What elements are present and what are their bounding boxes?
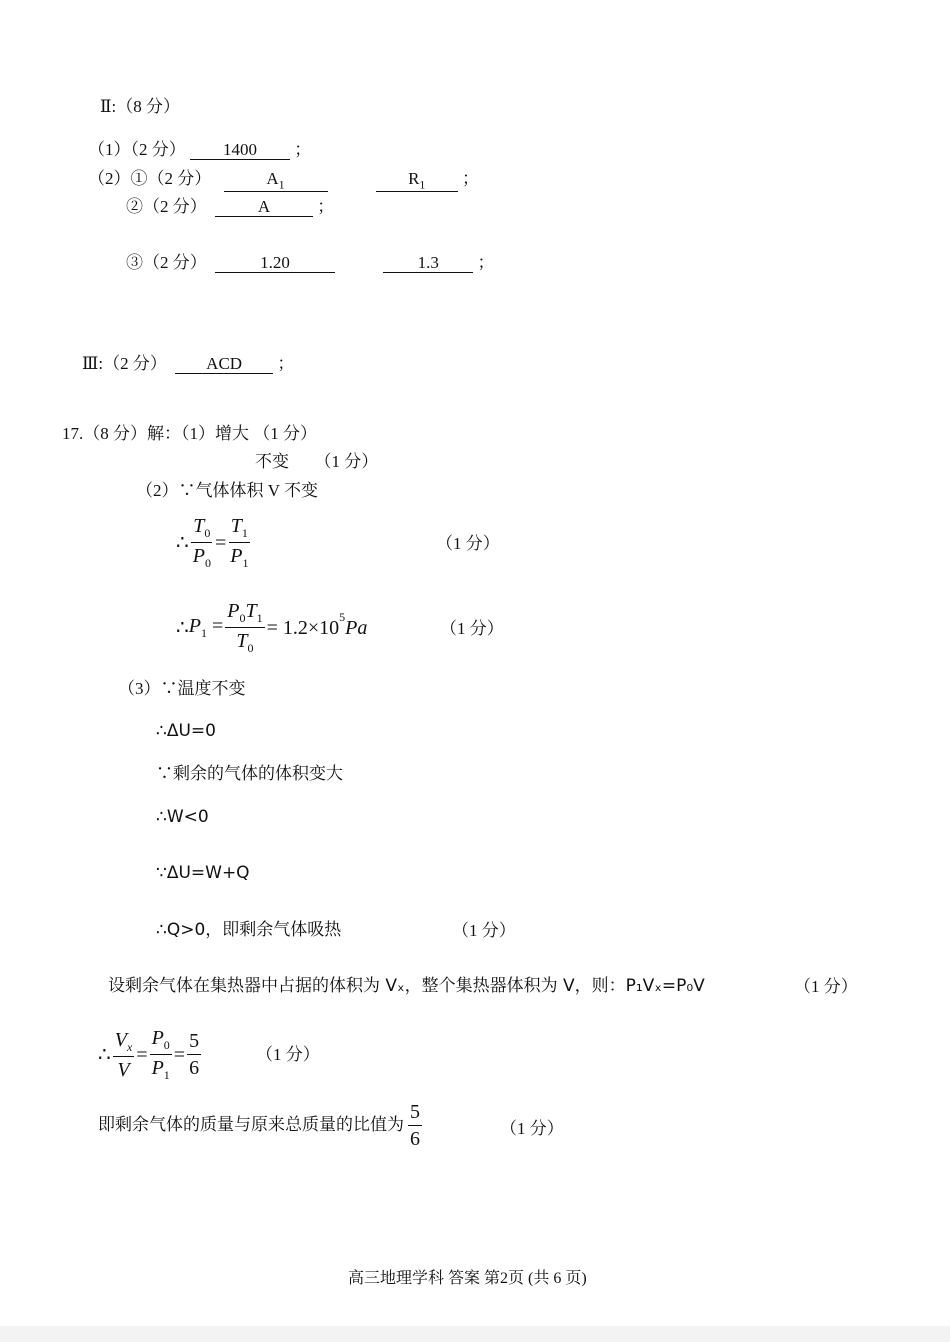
- final-text: 即剩余气体的质量与原来总质量的比值为: [98, 1115, 404, 1135]
- final-fraction: $\frac{5}{6}$: [410, 1101, 420, 1150]
- q1-label: （1）（2 分）: [88, 140, 186, 159]
- step-volume-relation-score: （1 分）: [794, 977, 858, 996]
- q2-3-end: ；: [477, 253, 495, 272]
- q2-2-label: ②（2 分）: [126, 197, 207, 216]
- part3-end: ；: [277, 354, 295, 373]
- eq1-right-fraction: $\frac{T_1}{P_1}$: [230, 515, 249, 570]
- q1-end: ；: [294, 140, 312, 159]
- q1-answer: 1400: [190, 141, 290, 160]
- q2-3-label: ③（2 分）: [126, 253, 207, 272]
- eq2-score: （1 分）: [440, 619, 504, 638]
- q17-equation-3: ∴ $\frac{V_x}{V}$ = $\frac{P_0}{P_1}$ = $\frac{5}{6}$: [98, 1027, 200, 1082]
- eq3-pressure-fraction: $\frac{P_0}{P_1}$: [151, 1027, 170, 1082]
- part3: [82, 355, 294, 374]
- q2-3-answer-a: 1.20: [215, 254, 335, 273]
- step-volume-relation: 设剩余气体在集热器中占据的体积为 Vₓ，整个集热器体积为 V，则：P₁Vₓ=P₀V: [108, 976, 705, 996]
- eq2-result: = 1.2×10: [266, 616, 340, 639]
- q17-intro: 17.（8 分）解：（1）增大 （1 分）: [62, 424, 317, 443]
- part2-q1: [88, 141, 311, 160]
- eq2-therefore: ∴: [176, 616, 189, 639]
- q2-2-end: ；: [317, 197, 335, 216]
- q2-2-answer: A: [215, 198, 313, 217]
- q17-equation-2: ∴ $P_1$ = $\frac{P_0T_1}{T_0}$ = 1.2×10 $^5$ Pa: [176, 600, 368, 655]
- q17-final: [98, 1102, 424, 1149]
- bottom-strip: [0, 1326, 950, 1342]
- part2-q2-2: [126, 198, 334, 217]
- step-delta-u: ∴ΔU=0: [156, 721, 216, 741]
- eq3-value-fraction: $\frac{5}{6}$: [189, 1030, 200, 1079]
- q2-1-label: （2）①（2 分）: [88, 169, 212, 188]
- step-heat-score: （1 分）: [452, 921, 516, 940]
- eq3-therefore: ∴: [98, 1043, 111, 1066]
- eq3-score: （1 分）: [256, 1045, 320, 1064]
- step-work: ∴W<0: [156, 807, 209, 827]
- step-volume: ∵剩余的气体的体积变大: [156, 764, 343, 783]
- q17-line2: 不变 （1 分）: [255, 452, 379, 471]
- step-first-law: ∵ΔU=W+Q: [156, 863, 250, 883]
- eq1-therefore: ∴: [176, 531, 189, 554]
- eq3-volume-fraction: $\frac{V_x}{V}$: [114, 1028, 133, 1081]
- q17-part2-label: （2）∵气体体积 V 不变: [136, 481, 318, 500]
- final-score: （1 分）: [500, 1119, 564, 1138]
- part2-q2-3: [126, 254, 495, 273]
- part3-answer: ACD: [175, 355, 273, 374]
- part2-q2-1: [88, 170, 479, 192]
- part2-heading: Ⅱ:（8 分）: [100, 97, 181, 116]
- q2-1-answer-b: $R_1$: [376, 170, 458, 192]
- q2-1-end: ；: [462, 169, 479, 188]
- q2-1-answer-a: $A_1$: [224, 170, 328, 192]
- eq2-fraction: $\frac{P_0T_1}{T_0}$: [227, 600, 263, 655]
- eq1-left-fraction: $\frac{T_0}{P_0}$: [192, 515, 211, 570]
- part3-heading: Ⅲ:（2 分）: [82, 354, 167, 373]
- q17-part3-label: （3）∵温度不变: [118, 679, 246, 698]
- step-heat: ∴Q>0，即剩余气体吸热: [156, 920, 342, 940]
- q2-3-answer-b: 1.3: [383, 254, 473, 273]
- q17-equation-1: ∴ $\frac{T_0}{P_0}$ = $\frac{T_1}{P_1}$: [176, 515, 249, 570]
- eq2-unit: Pa: [345, 616, 368, 639]
- eq1-score: （1 分）: [436, 534, 500, 553]
- page-footer: 高三地理学科 答案 第2页 (共 6 页): [348, 1270, 587, 1287]
